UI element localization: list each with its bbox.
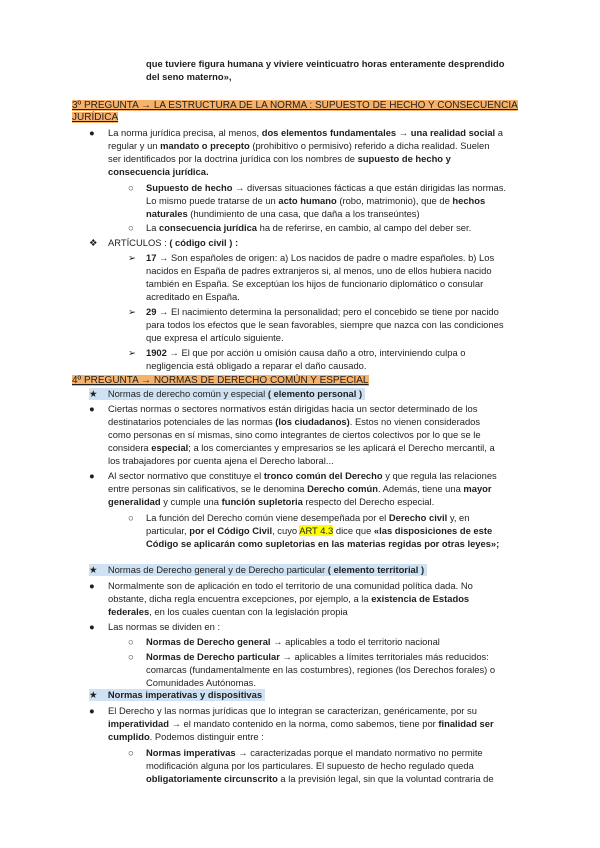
art17-line2: nacidos en España de padres extranjeros si, al menos, uno de ellos hubiera nacido: [146, 265, 492, 276]
p2-line3: naturales (hundimiento de una casa, que daña a los transeúntes): [146, 208, 420, 219]
s3p1-line1: El Derecho y las normas jurídicas que lo integran se caracterizan, genéricamente, por su: [108, 705, 477, 716]
arrow-bullet-icon: ➢: [128, 347, 136, 358]
s2p3-line1: Normas de Derecho general → aplicables a todo el territorio nacional: [146, 636, 440, 647]
star-icon: ★: [89, 388, 98, 399]
star-icon: ★: [89, 564, 98, 575]
bullet-circle: ○: [128, 512, 134, 523]
p1-line3: ser identificados por la doctrina jurídica con los nombres de supuesto de hecho y: [108, 153, 451, 164]
bullet-disc: ●: [89, 127, 95, 138]
intro-line-2: del seno materno»,: [146, 71, 232, 82]
s1p2-line2: entre personas sin calificativos, se le denomina Derecho común. Además, tiene una mayor: [108, 483, 492, 494]
p1-line2: regular y un mandato o precepto (prohibitivo o permisivo) referido a dicha realidad. Suelen: [108, 140, 490, 151]
s1p3-line1: La función del Derecho común viene desempeñada por el Derecho civil y, en: [146, 512, 470, 523]
s1p2-line3: generalidad y cumple una función supletoria respecto del Derecho especial.: [108, 496, 435, 507]
heading-pregunta-3-cont: JURÍDICA: [72, 112, 119, 123]
p1-line4: consecuencia jurídica.: [108, 166, 209, 177]
s2p2-line1: Las normas se dividen en :: [108, 621, 221, 632]
s1p3-line2: particular, por el Código Civil, cuyo ART 4.3 dice que «las disposiciones de este: [146, 525, 493, 536]
s2p4-line1: Normas de Derecho particular → aplicables a límites territoriales más reducidos:: [146, 651, 489, 662]
s3p2-line2: modificación alguna por los particulares. El supuesto de hecho regulado queda: [146, 760, 474, 771]
art17-line1: 17 → Son españoles de origen: a) Los nacidos de padre o madre españoles. b) Los: [146, 252, 495, 263]
art29-line3: que expresa el artículo siguiente.: [146, 332, 284, 343]
p1-line1: La norma jurídica precisa, al menos, dos elementos fundamentales → una realidad social a: [108, 127, 503, 138]
bullet-disc: ●: [89, 403, 95, 414]
heading-pregunta-3: 3º PREGUNTA → LA ESTRUCTURA DE LA NORMA : SUPUESTO DE HECHO Y CONSECUENCIA: [72, 100, 518, 111]
arrow-bullet-icon: ➢: [128, 306, 136, 317]
s3p2-line1: Normas imperativas → caracterizadas porque el mandato normativo no permite: [146, 747, 483, 758]
s1p1-line1: Ciertas normas o sectores normativos están dirigidas hacia un sector determinado de los: [108, 403, 478, 414]
s3p2-line3: obligatoriamente circunscrito a la previsión legal, sin que la voluntad contraria de: [146, 773, 494, 784]
s2p1-line2: obstante, dicha regla encuentra excepciones, por ejemplo, a la existencia de Estados: [108, 593, 470, 604]
bullet-circle: ○: [128, 182, 134, 193]
p2-line1: Supuesto de hecho → diversas situaciones fácticas a que están dirigidas las normas.: [146, 182, 507, 193]
p3-line1: La consecuencia jurídica ha de referirse, en cambio, al campo del deber ser.: [146, 222, 472, 233]
art29-line2: para todos los efectos que le sean favorables, siempre que nazca con las condiciones: [146, 319, 504, 330]
art1902-line1: 1902 → El que por acción u omisión causa daño a otro, interviniendo culpa o: [146, 347, 466, 358]
p2-line2: Lo mismo puede tratarse de un acto humano (robo, matrimonio), que de hechos: [146, 195, 486, 206]
bullet-disc: ●: [89, 621, 95, 632]
s1p1-line5: los trabajadores por cuenta ajena el Derecho laboral...: [108, 455, 334, 466]
star-icon: ★: [89, 689, 98, 700]
s2p1-line1: Normalmente son de aplicación en todo el territorio de una comunidad política dada. No: [108, 580, 473, 591]
bullet-circle: ○: [128, 747, 134, 758]
bullet-circle: ○: [128, 651, 134, 662]
s2p1-line3: federales, en los cuales cuentan con la legislación propia: [108, 606, 348, 617]
bullet-disc: ●: [89, 580, 95, 591]
bullet-disc: ●: [89, 470, 95, 481]
s2p4-line3: Comunidades Autónomas.: [146, 677, 256, 688]
arrow-bullet-icon: ➢: [128, 252, 136, 263]
s2p4-line2: comarcas (fundamentalmente en las costumbres), regiones (los Derechos forales) o: [146, 664, 496, 675]
bullet-disc: ●: [89, 705, 95, 716]
star-section-2: ★ Normas de Derecho general y de Derecho particular ( elemento territorial ): [89, 564, 461, 577]
s1p1-line4: considera especial; a los comerciantes y empresarios se les aplicará el Derecho mercantil, a: [108, 442, 495, 453]
articulos-heading: ARTÍCULOS : ( código civil ) :: [108, 237, 239, 248]
s1p1-line3: como personas en sí mismas, sino como integrantes de ciertos colectivos por lo que se le: [108, 429, 481, 440]
s3p1-line2: imperatividad → el mandato contenido en la norma, como sabemos, tiene por finalidad ser: [108, 718, 494, 729]
intro-line-1: que tuviere figura humana y viviere veinticuatro horas enteramente desprendido: [146, 58, 505, 69]
s3p1-line3: cumplido. Podemos distinguir entre :: [108, 731, 264, 742]
s1p1-line2: destinatarios potenciales de las normas (los ciudadanos). Estos no vienen considerados: [108, 416, 481, 427]
s1p2-line1: Al sector normativo que constituye el tronco común del Derecho y que regula las relaciones: [108, 470, 497, 481]
diamond-bullet-icon: ❖: [89, 237, 98, 248]
star-section-3: ★ Normas imperativas y dispositivas: [89, 689, 295, 702]
bullet-circle: ○: [128, 222, 134, 233]
heading-pregunta-4: 4º PREGUNTA → NORMAS DE DERECHO COMÚN Y ESPECIAL: [72, 375, 369, 386]
art17-line3: también en España. Se exceptúan los hijos de funcionario diplomático o consular: [146, 278, 484, 289]
art29-line1: 29 → El nacimiento determina la personalidad; pero el concebido se tiene por nacido: [146, 306, 499, 317]
bullet-circle: ○: [128, 636, 134, 647]
s1p3-line3: Código se aplicarán como supletorias en las materias regidas por otras leyes»;: [146, 538, 500, 549]
star-section-1: ★ Normas de derecho común y especial ( elemento personal ): [89, 388, 371, 401]
art17-line4: acreditado en España.: [146, 291, 240, 302]
art1902-line2: negligencia está obligado a reparar el daño causado.: [146, 360, 367, 371]
